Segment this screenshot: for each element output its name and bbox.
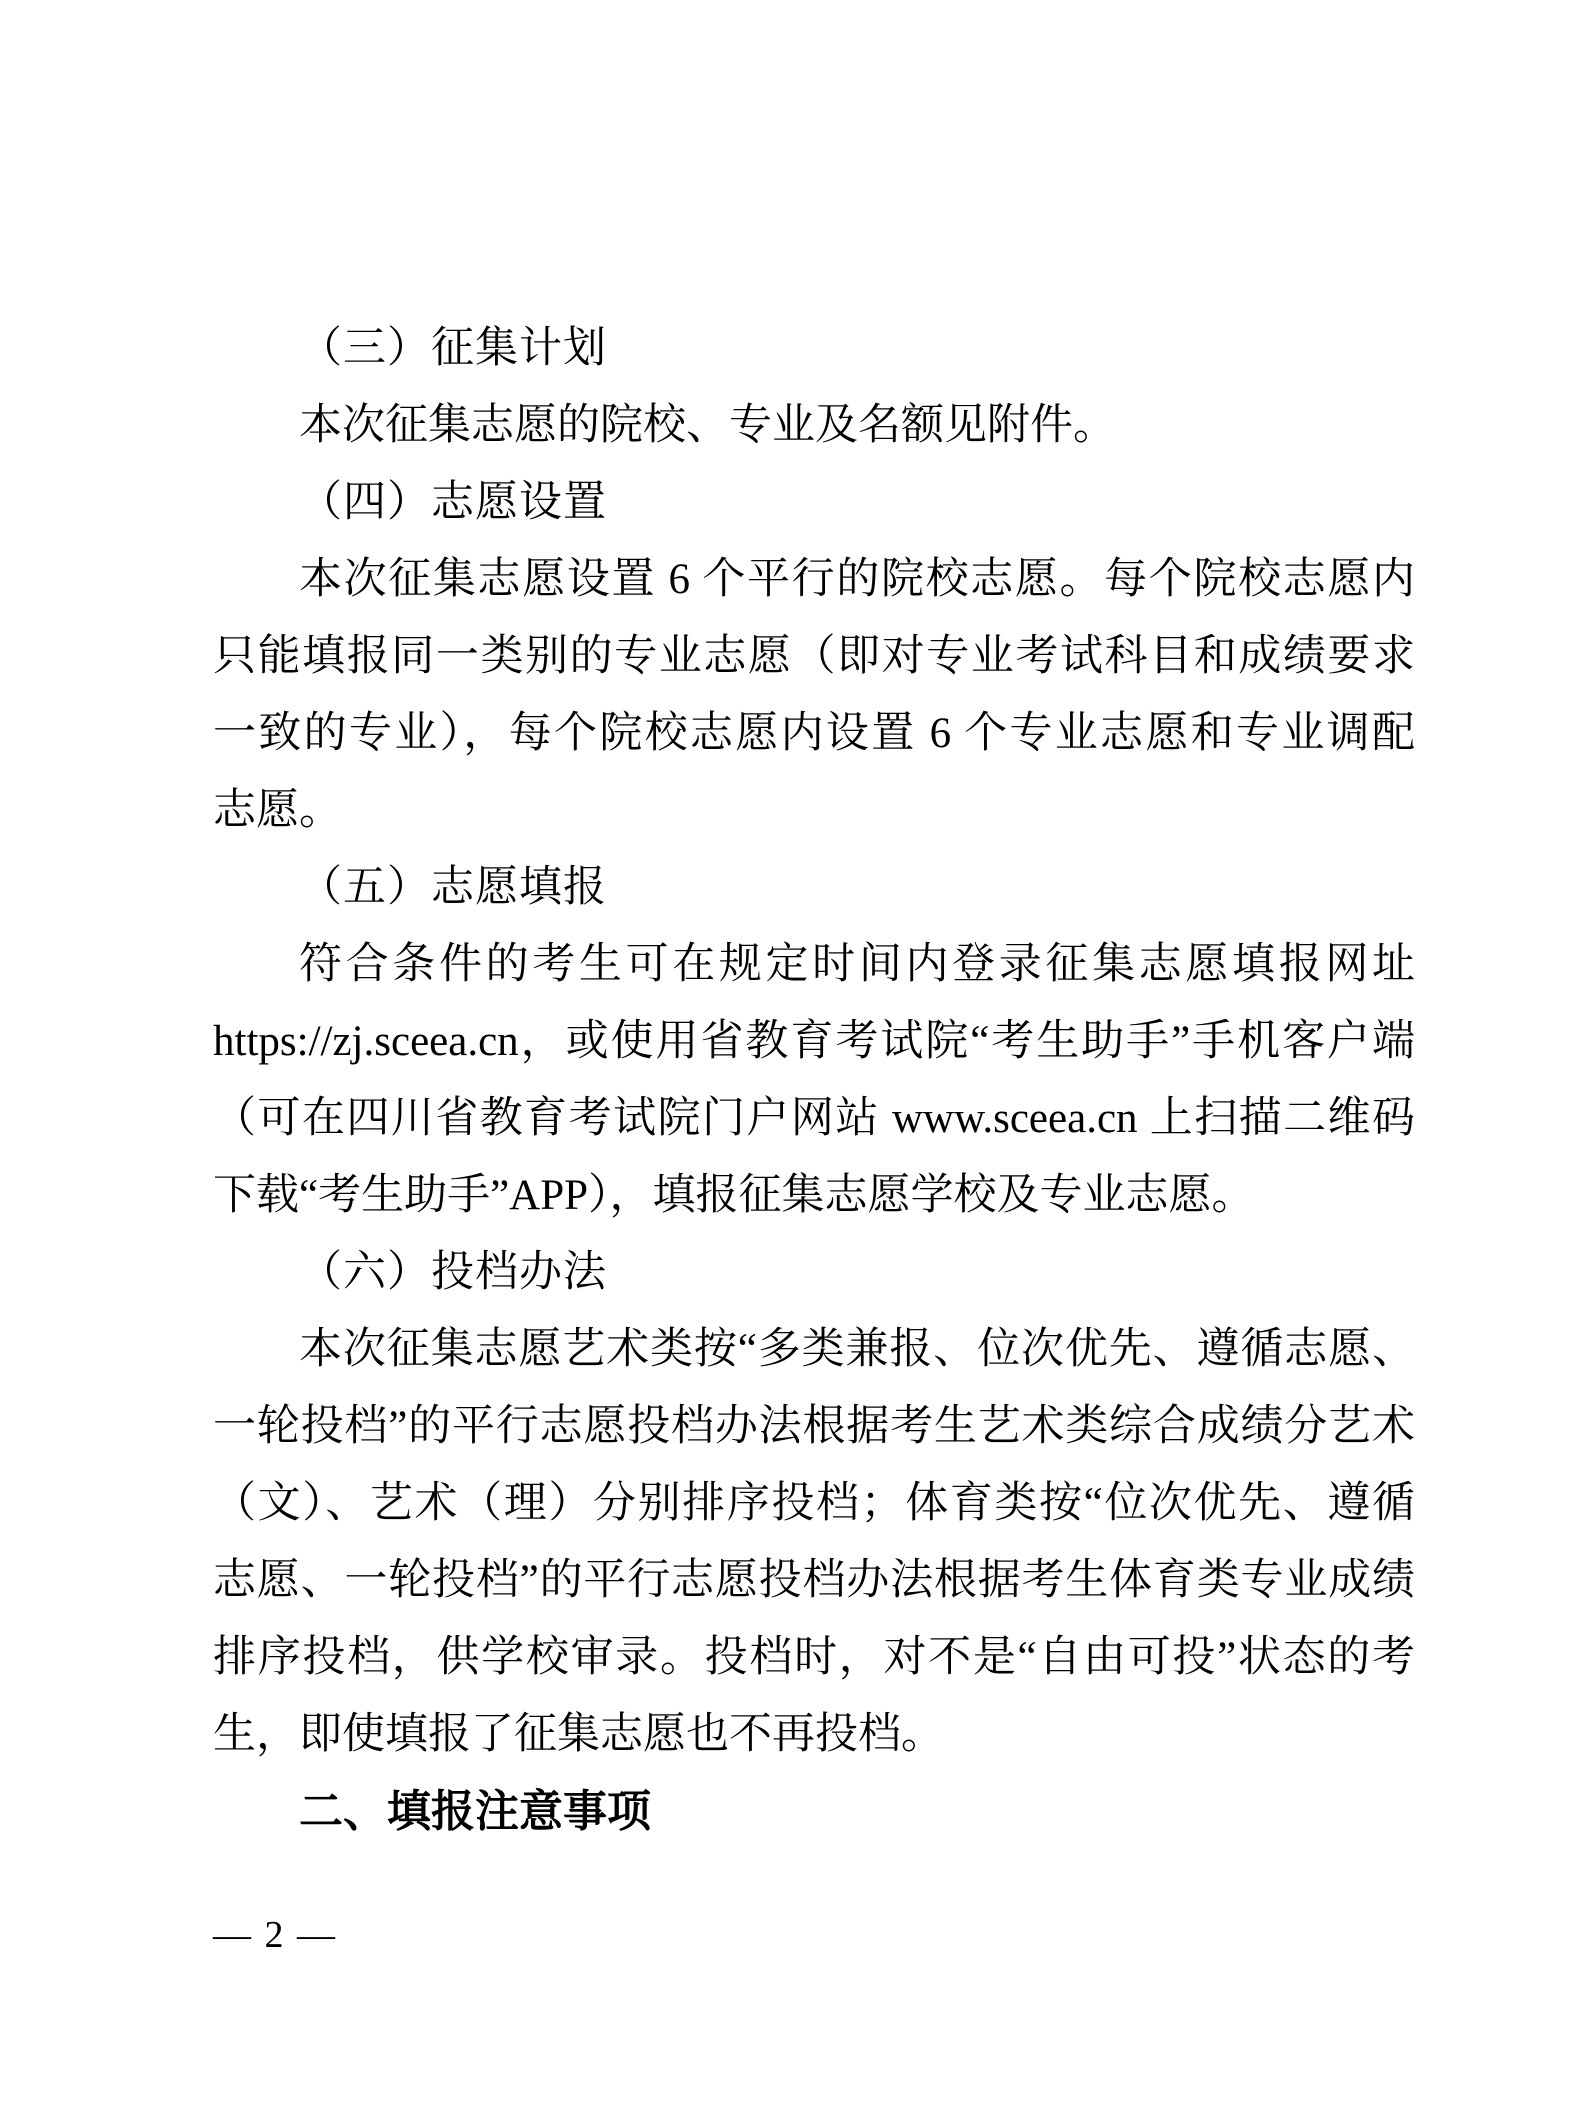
text-line: 排序投档，供学校审录。投档时，对不是“自由可投”状态的考 [213,1634,1415,1681]
text-line: 志愿。 [213,787,342,834]
text-line: 只能填报同一类别的专业志愿（即对专业考试科目和成绩要求 [213,633,1415,680]
text-line: 一致的专业），每个院校志愿内设置 6 个专业志愿和专业调配 [213,710,1415,757]
text-line: 一轮投档”的平行志愿投档办法根据考生艺术类综合成绩分艺术 [213,1403,1415,1450]
text-line: （四）志愿设置 [299,479,607,526]
document-body [213,310,1415,1850]
text-line: 本次征集志愿的院校、专业及名额见附件。 [299,402,1116,449]
text-line: 生，即使填报了征集志愿也不再投档。 [213,1711,944,1758]
text-line: 下载“考生助手”APP），填报征集志愿学校及专业志愿。 [213,1172,1255,1219]
text-line: （可在四川省教育考试院门户网站 www.sceea.cn 上扫描二维码 [213,1095,1415,1142]
text-line: https://zj.sceea.cn，或使用省教育考试院“考生助手”手机客户端 [213,1018,1415,1065]
text-line: 志愿、一轮投档”的平行志愿投档办法根据考生体育类专业成绩 [213,1557,1415,1604]
text-line: （六）投档办法 [299,1249,607,1296]
text-line: 符合条件的考生可在规定时间内登录征集志愿填报网址 [299,941,1415,988]
text-line: （三）征集计划 [299,325,607,372]
text-line: 二、填报注意事项 [299,1787,651,1836]
page-number: — 2 — [213,1914,337,1956]
text-line: （文）、艺术（理）分别排序投档；体育类按“位次优先、遵循 [213,1480,1415,1527]
text-line: 本次征集志愿艺术类按“多类兼报、位次优先、遵循志愿、 [299,1326,1415,1373]
text-line: （五）志愿填报 [299,864,607,911]
text-line: 本次征集志愿设置 6 个平行的院校志愿。每个院校志愿内 [299,556,1415,603]
